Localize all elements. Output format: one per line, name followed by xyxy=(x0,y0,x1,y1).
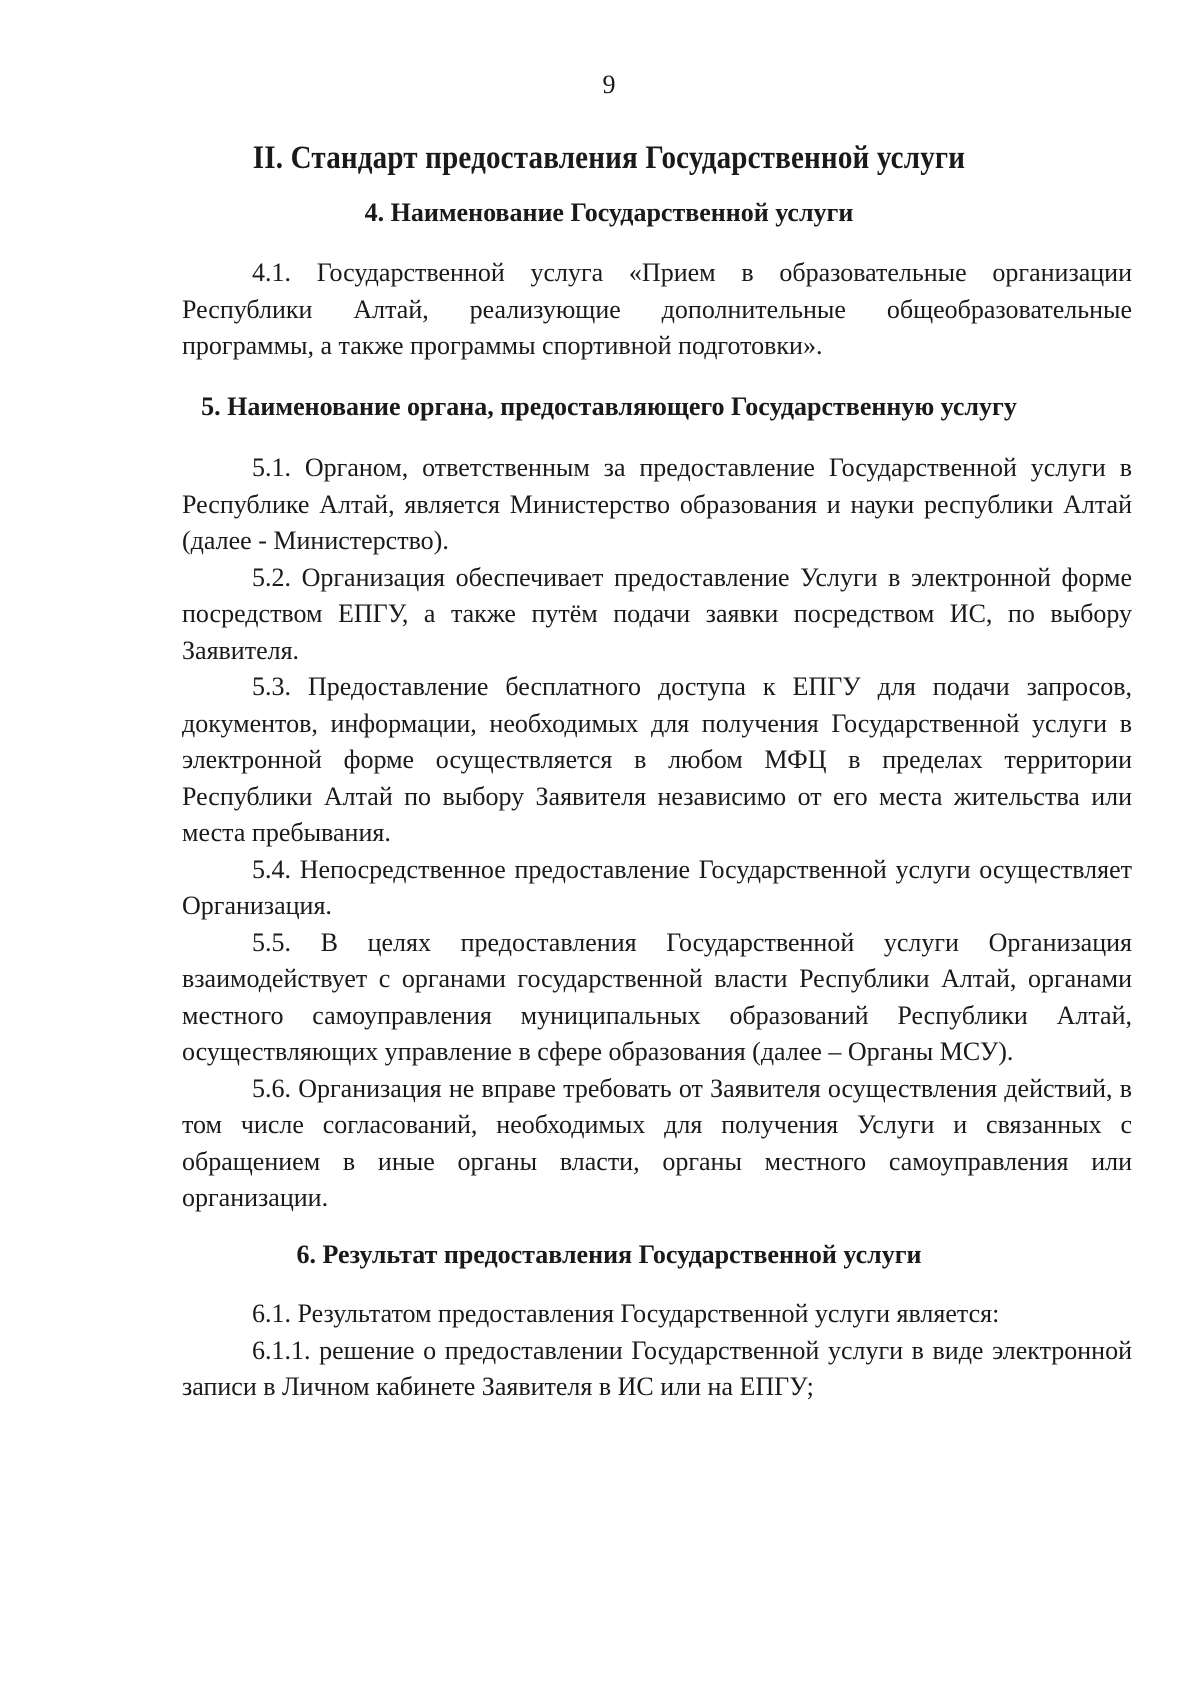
page-number: 9 xyxy=(602,70,616,99)
section-6-body xyxy=(182,1296,1132,1406)
paragraph-4-1: 4.1. Государственной услуга «Прием в образовательные организации Республики Алтай, реализующие дополнительные общеобразовательные программы, а также программы спортивной подготовки». xyxy=(182,258,1132,360)
paragraph-5-1: 5.1. Органом, ответственным за предоставление Государственной услуги в Республике Алтай, является Министерство образования и науки республики Алтай (далее - Министерство). xyxy=(182,453,1132,555)
paragraph-6-1-1: 6.1.1. решение о предоставлении Государственной услуги в виде электронной записи в Личном кабинете Заявителя в ИС или на ЕПГУ; xyxy=(182,1335,1132,1401)
paragraph-5-6: 5.6. Организация не вправе требовать от Заявителя осуществления действий, в том числе согласований, необходимых для получения Услуги и связанных с обращением в иные органы власти, органы местного самоуправления или организации. xyxy=(182,1073,1132,1212)
paragraph-5-5: 5.5. В целях предоставления Государственной услуги Организация взаимодействует с органами государственной власти Республики Алтай, органами местного самоуправления муниципальных образований Республики Алтай, осуществляющих управление в сфере образования (далее – Органы МСУ). xyxy=(182,927,1132,1066)
section-5-heading: 5. Наименование органа, предоставляющего Государственную услугу xyxy=(201,392,1017,421)
section-5-body xyxy=(182,450,1132,1217)
section-4-body xyxy=(182,255,1132,365)
paragraph-5-2: 5.2. Организация обеспечивает предоставление Услуги в электронной форме посредством ЕПГУ, а также путём подачи заявки посредством ИС, по выбору Заявителя. xyxy=(182,562,1132,665)
section-6-heading: 6. Результат предоставления Государственной услуги xyxy=(296,1240,922,1269)
chapter-title: II. Стандарт предоставления Государственной услуги xyxy=(252,140,966,176)
section-4-heading: 4. Наименование Государственной услуги xyxy=(364,198,854,227)
paragraph-6-1: 6.1. Результатом предоставления Государственной услуги является: xyxy=(252,1299,1000,1328)
paragraph-5-3: 5.3. Предоставление бесплатного доступа к ЕПГУ для подачи запросов, документов, информации, необходимых для получения Государственной услуги в электронной форме осуществляется в любом МФЦ в пределах территории Республики Алтай по выбору Заявителя независимо от его места жительства или места пребывания. xyxy=(182,672,1132,847)
paragraph-5-4: 5.4. Непосредственное предоставление Государственной услуги осуществляет Организация. xyxy=(182,854,1132,920)
